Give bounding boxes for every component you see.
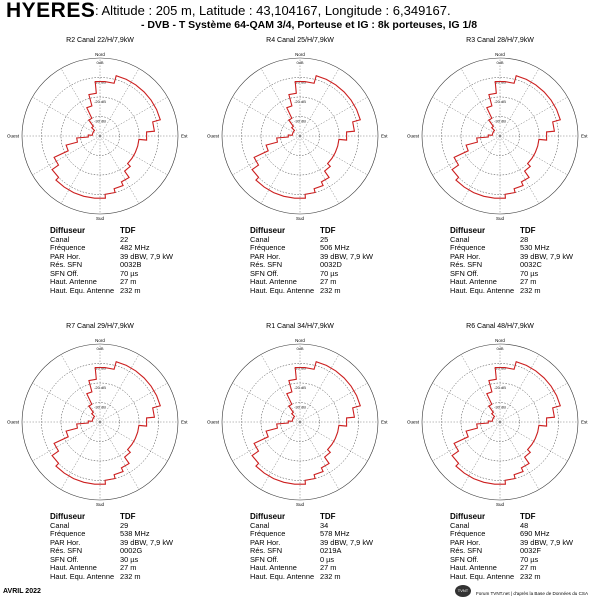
polar-spoke <box>100 136 139 204</box>
transmitter-info <box>250 227 400 295</box>
transmitter-info <box>50 227 200 295</box>
polar-spoke <box>32 97 100 136</box>
polar-spoke <box>100 383 168 422</box>
compass-label-ouest: Ouest <box>206 419 219 425</box>
coordinates: : Altitude : 205 m, Latitude : 43,104167, Longitude : 6,349167. <box>95 3 451 18</box>
value-hautequ: 232 m <box>320 285 341 295</box>
ring-label: -20 dB <box>494 385 506 390</box>
polar-spoke <box>32 136 100 175</box>
label-sfn: Rés. SFN <box>50 260 83 269</box>
ring-label: -30 dB <box>94 118 106 124</box>
value-canal: 48 <box>520 520 529 530</box>
label-par: PAR Hor. <box>250 537 281 547</box>
polar-spoke <box>432 136 500 175</box>
compass-label-est: Est <box>381 419 388 425</box>
antenna-panel <box>400 0 600 295</box>
label-haut: Haut. Antenne <box>450 563 497 572</box>
polar-diagram <box>405 44 595 229</box>
polar-diagram <box>205 44 395 229</box>
ring-label: -30 dB <box>494 118 506 124</box>
polar-diagram <box>5 44 195 229</box>
ring-label: -20 dB <box>494 99 506 104</box>
compass-label-ouest: Ouest <box>6 133 19 139</box>
panel-title: R7 Canal 29/H/7,9kW <box>66 323 134 330</box>
radiation-pattern <box>52 362 160 485</box>
label-diffuseur: Diffuseur <box>250 226 286 235</box>
value-hautequ: 232 m <box>320 571 341 581</box>
panel-title: R3 Canal 28/H/7,9kW <box>466 37 534 44</box>
ring-label: -20 dB <box>294 385 306 390</box>
label-haut: Haut. Antenne <box>50 563 97 572</box>
compass-label-est: Est <box>181 419 188 425</box>
value-sfnoff: 0 µs <box>320 554 335 564</box>
polar-spoke <box>500 97 568 136</box>
label-sfnoff: SFN Off. <box>250 268 279 278</box>
antenna-panel <box>0 286 200 581</box>
value-canal: 28 <box>520 234 529 244</box>
value-haut: 27 m <box>120 563 137 572</box>
ring-label: -30 dB <box>94 404 106 410</box>
label-par: PAR Hor. <box>50 537 81 547</box>
compass-label-est: Est <box>181 133 188 139</box>
city-name: HYERES <box>6 0 96 22</box>
value-diffuseur: TDF <box>120 512 136 521</box>
value-hautequ: 232 m <box>520 571 541 581</box>
polar-spoke <box>432 422 500 461</box>
label-frequence: Fréquence <box>250 529 286 538</box>
value-haut: 27 m <box>120 277 137 286</box>
polar-spoke <box>232 97 300 136</box>
ring-label: 0dB <box>496 60 504 65</box>
compass-label-nord: Nord <box>295 52 305 57</box>
tvnt-logo: TVNT <box>455 585 471 597</box>
value-hautequ: 232 m <box>520 285 541 295</box>
value-sfn: 0219A <box>320 546 342 555</box>
polar-diagram <box>5 330 195 515</box>
label-canal: Canal <box>250 234 270 244</box>
label-par: PAR Hor. <box>50 251 81 261</box>
label-frequence: Fréquence <box>450 529 486 538</box>
value-canal: 25 <box>320 234 329 244</box>
label-par: PAR Hor. <box>450 537 481 547</box>
antenna-panel <box>200 0 400 295</box>
polar-spoke <box>300 383 368 422</box>
panel-title: R2 Canal 22/H/7,9kW <box>66 37 134 44</box>
value-sfn: 0032D <box>320 260 342 269</box>
transmitter-info <box>50 513 200 581</box>
label-frequence: Fréquence <box>50 529 86 538</box>
polar-spoke <box>500 422 539 490</box>
label-canal: Canal <box>50 520 70 530</box>
value-frequence: 690 MHz <box>520 529 550 538</box>
ring-label: -10 dB <box>494 365 506 371</box>
label-haut: Haut. Antenne <box>50 277 97 286</box>
compass-label-sud: Sud <box>295 502 305 507</box>
polar-spoke <box>432 383 500 422</box>
value-sfn: 0002G <box>120 546 143 555</box>
polar-spoke <box>32 422 100 461</box>
ring-label: 0dB <box>296 346 304 351</box>
label-hautequ: Haut. Equ. Antenne <box>450 285 515 295</box>
label-hautequ: Haut. Equ. Antenne <box>450 571 515 581</box>
ring-label: -30 dB <box>494 404 506 410</box>
ring-label: -20 dB <box>94 99 106 104</box>
compass-label-sud: Sud <box>95 502 105 507</box>
label-hautequ: Haut. Equ. Antenne <box>250 285 315 295</box>
label-diffuseur: Diffuseur <box>250 512 286 521</box>
compass-label-nord: Nord <box>495 52 505 57</box>
value-canal: 34 <box>320 520 329 530</box>
radiation-pattern <box>252 362 360 485</box>
polar-spoke <box>100 422 139 490</box>
value-sfnoff: 70 µs <box>320 268 339 278</box>
antenna-panel <box>0 0 200 295</box>
value-canal: 29 <box>120 520 129 530</box>
polar-spoke <box>300 97 368 136</box>
ring-label: -10 dB <box>494 79 506 85</box>
value-diffuseur: TDF <box>320 512 336 521</box>
label-sfn: Rés. SFN <box>450 546 483 555</box>
label-hautequ: Haut. Equ. Antenne <box>50 285 115 295</box>
label-haut: Haut. Antenne <box>250 563 297 572</box>
compass-label-ouest: Ouest <box>6 419 19 425</box>
compass-label-est: Est <box>581 419 588 425</box>
value-par: 39 dBW, 7,9 kW <box>520 251 573 261</box>
polar-spoke <box>232 422 300 461</box>
label-diffuseur: Diffuseur <box>450 226 486 235</box>
polar-spoke <box>300 136 339 204</box>
panel-title: R1 Canal 34/H/7,9kW <box>266 323 334 330</box>
radiation-pattern <box>252 76 360 199</box>
value-sfnoff: 30 µs <box>120 554 139 564</box>
ring-label: -10 dB <box>294 79 306 85</box>
label-hautequ: Haut. Equ. Antenne <box>50 571 115 581</box>
compass-label-sud: Sud <box>95 216 105 221</box>
label-sfnoff: SFN Off. <box>250 554 279 564</box>
compass-label-nord: Nord <box>95 338 105 343</box>
polar-spoke <box>500 136 539 204</box>
compass-label-sud: Sud <box>495 216 505 221</box>
antenna-panel <box>200 286 400 581</box>
value-sfn: 0032B <box>120 260 142 269</box>
value-frequence: 538 MHz <box>120 529 150 538</box>
polar-spoke <box>432 97 500 136</box>
polar-spoke <box>300 422 339 490</box>
value-frequence: 578 MHz <box>320 529 350 538</box>
ring-label: -30 dB <box>294 404 306 410</box>
value-diffuseur: TDF <box>520 512 536 521</box>
compass-label-sud: Sud <box>295 216 305 221</box>
value-diffuseur: TDF <box>320 226 336 235</box>
label-frequence: Fréquence <box>50 243 86 252</box>
value-canal: 22 <box>120 234 129 244</box>
transmitter-info <box>250 513 400 581</box>
label-diffuseur: Diffuseur <box>50 512 86 521</box>
system-info: - DVB - T Système 64-QAM 3/4, Porteuse et IG : 8k porteuses, IG 1/8 <box>140 19 478 31</box>
compass-label-ouest: Ouest <box>206 133 219 139</box>
polar-spoke <box>232 136 300 175</box>
label-hautequ: Haut. Equ. Antenne <box>250 571 315 581</box>
label-frequence: Fréquence <box>450 243 486 252</box>
value-sfnoff: 70 µs <box>520 268 539 278</box>
ring-label: -20 dB <box>94 385 106 390</box>
compass-label-est: Est <box>581 133 588 139</box>
value-haut: 27 m <box>320 563 337 572</box>
label-diffuseur: Diffuseur <box>450 512 486 521</box>
value-haut: 27 m <box>520 277 537 286</box>
antenna-panel <box>400 286 600 581</box>
value-haut: 27 m <box>520 563 537 572</box>
label-sfn: Rés. SFN <box>50 546 83 555</box>
compass-label-nord: Nord <box>295 338 305 343</box>
ring-label: 0dB <box>96 60 104 65</box>
label-diffuseur: Diffuseur <box>50 226 86 235</box>
compass-label-ouest: Ouest <box>406 133 419 139</box>
ring-label: -10 dB <box>94 79 106 85</box>
value-par: 39 dBW, 7,9 kW <box>320 251 373 261</box>
panel-title: R4 Canal 25/H/7,9kW <box>266 37 334 44</box>
ring-label: -10 dB <box>294 365 306 371</box>
value-par: 39 dBW, 7,9 kW <box>120 251 173 261</box>
transmitter-info <box>450 513 600 581</box>
ring-label: 0dB <box>296 60 304 65</box>
value-sfnoff: 70 µs <box>120 268 139 278</box>
label-frequence: Fréquence <box>250 243 286 252</box>
value-frequence: 530 MHz <box>520 243 550 252</box>
label-sfn: Rés. SFN <box>250 546 283 555</box>
value-diffuseur: TDF <box>520 226 536 235</box>
compass-label-sud: Sud <box>495 502 505 507</box>
value-frequence: 482 MHz <box>120 243 150 252</box>
polar-spoke <box>500 383 568 422</box>
label-canal: Canal <box>50 234 70 244</box>
label-par: PAR Hor. <box>250 251 281 261</box>
label-sfn: Rés. SFN <box>450 260 483 269</box>
value-diffuseur: TDF <box>120 226 136 235</box>
label-canal: Canal <box>450 234 470 244</box>
transmitter-info <box>450 227 600 295</box>
ring-label: -20 dB <box>294 99 306 104</box>
footer-credit: Forum TVNT.net | d'après la Base de Données du CSA <box>476 591 589 596</box>
value-sfnoff: 70 µs <box>520 554 539 564</box>
compass-label-nord: Nord <box>95 52 105 57</box>
value-frequence: 506 MHz <box>320 243 350 252</box>
value-hautequ: 232 m <box>120 571 141 581</box>
label-canal: Canal <box>250 520 270 530</box>
label-sfnoff: SFN Off. <box>450 268 479 278</box>
radiation-pattern <box>452 76 560 199</box>
polar-diagram <box>205 330 395 515</box>
value-sfn: 0032C <box>520 260 542 269</box>
compass-label-ouest: Ouest <box>406 419 419 425</box>
value-par: 39 dBW, 7,9 kW <box>320 537 373 547</box>
value-sfn: 0032F <box>520 546 541 555</box>
radiation-pattern <box>452 362 560 485</box>
panel-title: R6 Canal 48/H/7,9kW <box>466 323 534 330</box>
label-sfnoff: SFN Off. <box>450 554 479 564</box>
ring-label: -10 dB <box>94 365 106 371</box>
label-sfn: Rés. SFN <box>250 260 283 269</box>
polar-spoke <box>100 97 168 136</box>
radiation-pattern <box>52 76 160 199</box>
value-par: 39 dBW, 7,9 kW <box>120 537 173 547</box>
polar-spoke <box>232 383 300 422</box>
footer-date: AVRIL 2022 <box>3 588 41 595</box>
label-par: PAR Hor. <box>450 251 481 261</box>
polar-diagram <box>405 330 595 515</box>
label-canal: Canal <box>450 520 470 530</box>
value-hautequ: 232 m <box>120 285 141 295</box>
ring-label: 0dB <box>496 346 504 351</box>
ring-label: -30 dB <box>294 118 306 124</box>
compass-label-nord: Nord <box>495 338 505 343</box>
ring-label: 0dB <box>96 346 104 351</box>
label-haut: Haut. Antenne <box>250 277 297 286</box>
label-sfnoff: SFN Off. <box>50 268 79 278</box>
compass-label-est: Est <box>381 133 388 139</box>
label-haut: Haut. Antenne <box>450 277 497 286</box>
value-par: 39 dBW, 7,9 kW <box>520 537 573 547</box>
polar-spoke <box>32 383 100 422</box>
value-haut: 27 m <box>320 277 337 286</box>
label-sfnoff: SFN Off. <box>50 554 79 564</box>
